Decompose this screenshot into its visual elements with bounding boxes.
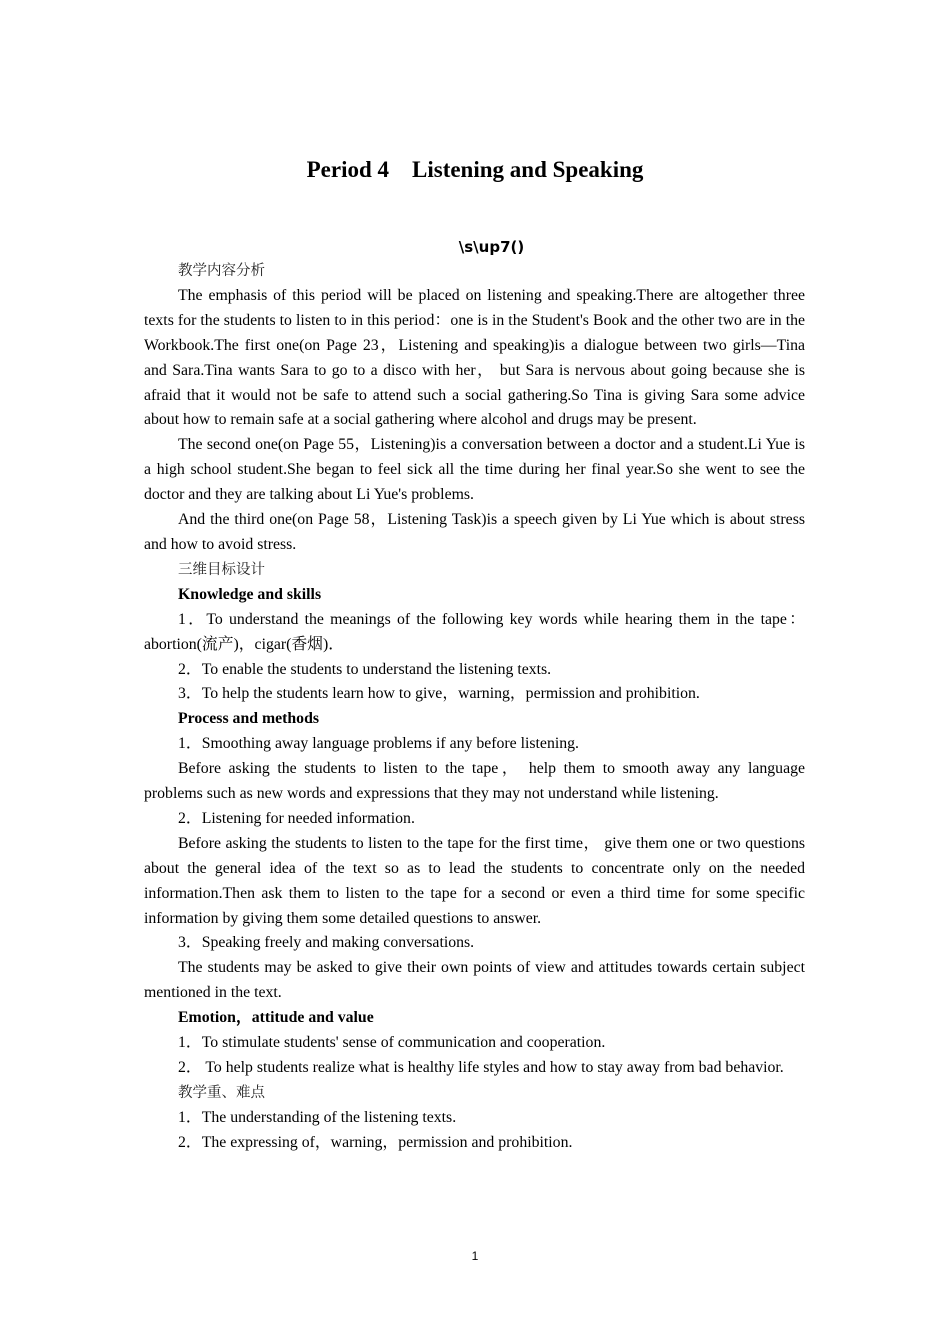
objectives-heading: 三维目标设计 <box>178 561 265 578</box>
content-paragraph-2: The second one(on Page 55，Listening)is a conversation between a doctor and a student.Li Yue is a high school student.She began to feel sick all the time during her final year.So she went to see the doctor and they are talking about Li Yue's problems. <box>144 436 805 504</box>
knowledge-item-2: 2．To enable the students to understand the listening texts. <box>178 660 552 678</box>
field-code: \s\up7() <box>458 238 525 256</box>
emotion-heading: Emotion，attitude and value <box>178 1009 374 1027</box>
key-point-item-2: 2．The expressing of，warning，permission and prohibition. <box>178 1133 573 1151</box>
knowledge-item-1: 1．To understand the meanings of the following key words while hearing them in the tape：abortion(流产)，cigar(香烟)． <box>144 610 805 653</box>
content-paragraph-3: And the third one(on Page 58，Listening Task)is a speech given by Li Yue which is about stress and how to avoid stress. <box>144 511 805 553</box>
page-number: 1 <box>471 1249 479 1263</box>
key-points-heading: 教学重、难点 <box>178 1084 265 1101</box>
process-item-2: 2．Listening for needed information. <box>178 809 415 827</box>
process-item-3: 3．Speaking freely and making conversations. <box>178 934 475 952</box>
process-item-2-detail: Before asking the students to listen to the tape for the first time， give them one or two questions about the general idea of the text so as to lead the students to concentrate only on the needed information.Then ask them to listen to the tape for a second or even a third time for some specific information by giving them some detailed questions to answer. <box>144 834 805 927</box>
key-point-item-1: 1．The understanding of the listening texts. <box>178 1108 457 1126</box>
process-item-1-detail: Before asking the students to listen to the tape， help them to smooth away any language problems such as new words and expressions that they may not understand while listening. <box>144 760 805 803</box>
knowledge-heading: Knowledge and skills <box>178 585 322 603</box>
emotion-item-2: 2． To help students realize what is healthy life styles and how to stay away from bad behavior. <box>178 1059 784 1076</box>
document-body <box>144 259 805 1156</box>
content-paragraph-1: The emphasis of this period will be placed on listening and speaking.There are altogether three texts for the students to listen to in this period：one is in the Student's Book and the other two are in the Workbook.The first one(on Page 23，Listening and speaking)is a dialogue between two girls—Tina and Sara.Tina wants Sara to go to a disco with her， but Sara is nervous about going because she is afraid that it would not be safe to attend such a social gathering.So Tina is giving Sara some advice about how to remain safe at a social gathering where alcohol and drugs may be present. <box>144 286 805 429</box>
content-analysis-heading: 教学内容分析 <box>178 263 265 279</box>
knowledge-item-3: 3．To help the students learn how to give，warning，permission and prohibition. <box>178 685 700 703</box>
emotion-item-1: 1．To stimulate students' sense of communication and cooperation. <box>178 1034 606 1052</box>
process-item-3-detail: The students may be asked to give their own points of view and attitudes towards certain subject mentioned in the text. <box>144 959 805 1002</box>
process-item-1: 1．Smoothing away language problems if any before listening. <box>178 735 579 753</box>
process-heading: Process and methods <box>178 710 320 728</box>
page-title: Period 4 Listening and Speaking <box>306 157 644 182</box>
